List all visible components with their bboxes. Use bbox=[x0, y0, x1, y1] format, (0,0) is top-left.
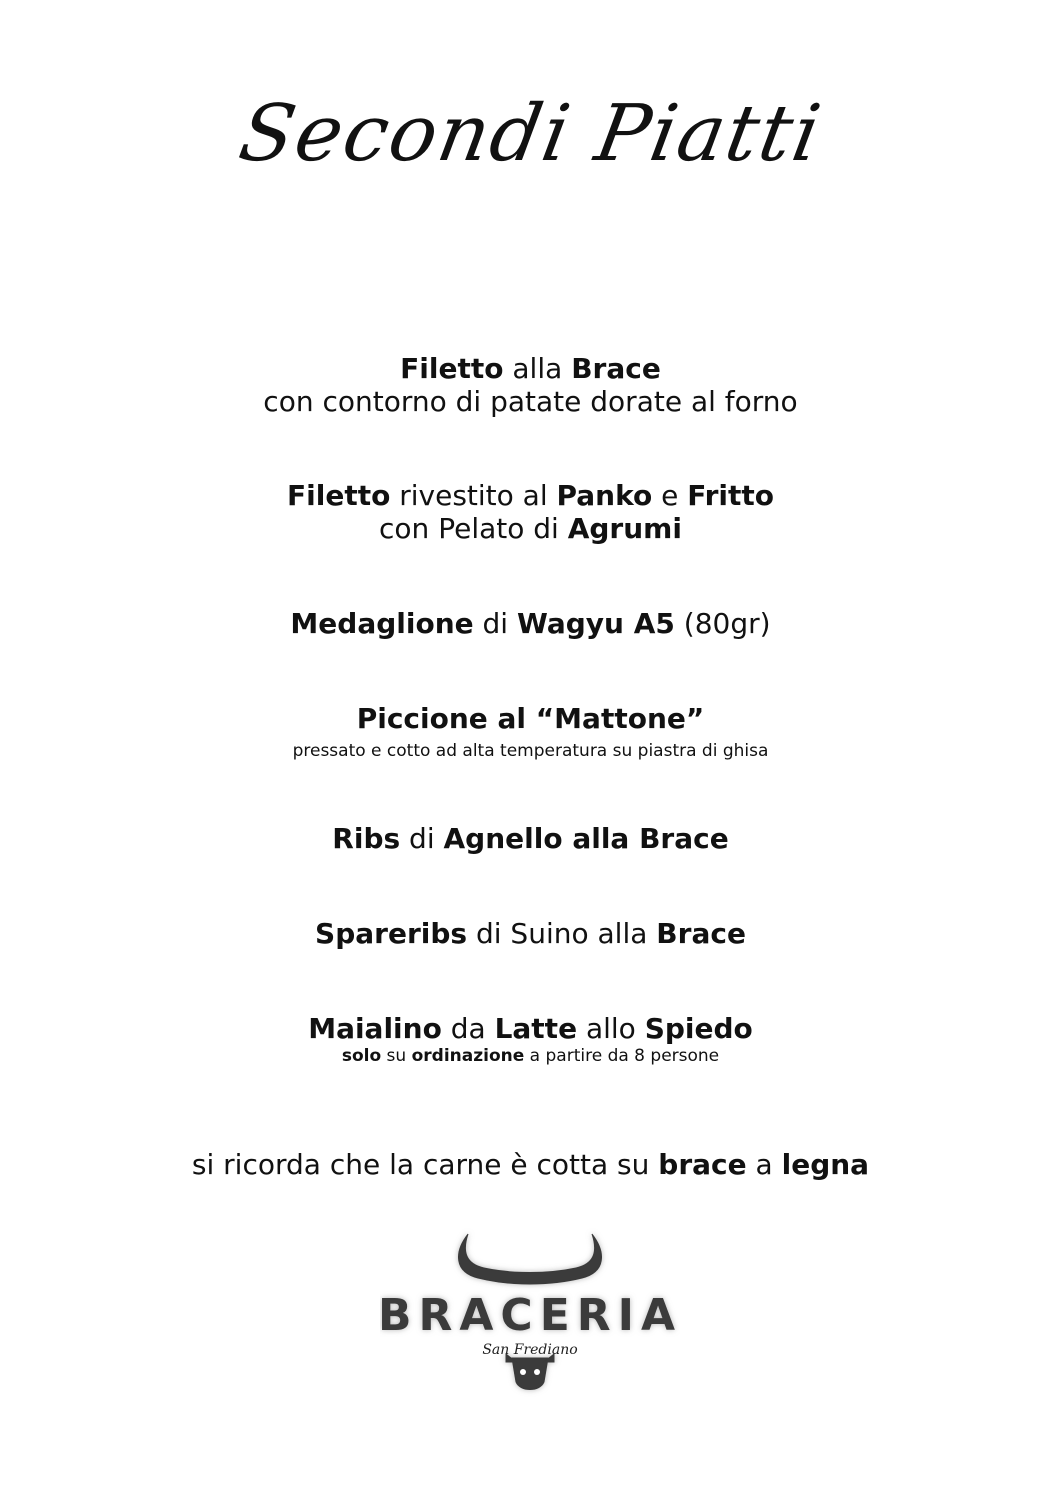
text: su bbox=[381, 1046, 412, 1066]
logo-script: San Frediano bbox=[482, 1342, 578, 1358]
text: allo bbox=[577, 1012, 645, 1045]
dish-note bbox=[0, 1045, 1061, 1067]
page-title: Secondi Piatti bbox=[232, 89, 829, 179]
text: rivestito al bbox=[390, 479, 557, 512]
menu-item bbox=[0, 607, 1061, 640]
braceria-logo bbox=[380, 1222, 680, 1402]
dish-name bbox=[0, 917, 1061, 950]
dish-name bbox=[0, 822, 1061, 855]
bold-text: Latte bbox=[494, 1012, 578, 1045]
bold-text: Wagyu A5 bbox=[516, 607, 675, 640]
bull-icon bbox=[380, 1222, 680, 1402]
text: con Pelato di bbox=[379, 512, 568, 545]
menu-item bbox=[0, 702, 1061, 762]
bold-text: Panko bbox=[556, 479, 653, 512]
bold-text: Piccione al “Mattone” bbox=[356, 702, 705, 735]
cooking-note bbox=[0, 1148, 1061, 1182]
text: da bbox=[441, 1012, 495, 1045]
bold-text: Medaglione bbox=[290, 607, 474, 640]
dish-description bbox=[0, 512, 1061, 545]
bold-text: Brace bbox=[571, 352, 661, 385]
dish-name bbox=[0, 702, 1061, 735]
menu-item bbox=[0, 917, 1061, 950]
dish-note bbox=[0, 740, 1061, 762]
text: pressato e cotto ad alta temperatura su piastra di ghisa bbox=[292, 741, 769, 761]
dish-name bbox=[0, 479, 1061, 512]
dish-name bbox=[0, 352, 1061, 385]
text: e bbox=[652, 479, 688, 512]
text: a partire da 8 persone bbox=[524, 1046, 720, 1066]
bold-text: Fritto bbox=[687, 479, 774, 512]
dish-name bbox=[0, 607, 1061, 640]
bold-text: legna bbox=[781, 1148, 870, 1181]
menu-item bbox=[0, 479, 1061, 545]
bold-text: ordinazione bbox=[411, 1046, 525, 1066]
bold-text: Agnello alla Brace bbox=[443, 822, 729, 855]
dish-name bbox=[0, 1012, 1061, 1045]
bold-text: solo bbox=[341, 1046, 382, 1066]
menu-item bbox=[0, 822, 1061, 855]
bold-text: Maialino bbox=[308, 1012, 442, 1045]
menu-item bbox=[0, 352, 1061, 418]
text: di bbox=[473, 607, 517, 640]
dish-description bbox=[0, 385, 1061, 418]
text: alla bbox=[503, 352, 572, 385]
text: con contorno di patate dorate al forno bbox=[263, 385, 798, 418]
bold-text: Spareribs bbox=[315, 917, 468, 950]
text: di Suino alla bbox=[467, 917, 657, 950]
text: (80gr) bbox=[674, 607, 771, 640]
bold-text: brace bbox=[658, 1148, 747, 1181]
bold-text: Filetto bbox=[400, 352, 504, 385]
menu-item bbox=[0, 1012, 1061, 1067]
logo-wordmark: BRACERIA bbox=[380, 1290, 680, 1341]
bold-text: Agrumi bbox=[567, 512, 682, 545]
bold-text: Spiedo bbox=[644, 1012, 753, 1045]
text: si ricorda che la carne è cotta su bbox=[191, 1148, 659, 1181]
bold-text: Filetto bbox=[287, 479, 391, 512]
text: di bbox=[400, 822, 444, 855]
text: a bbox=[746, 1148, 782, 1181]
bold-text: Brace bbox=[656, 917, 746, 950]
bold-text: Ribs bbox=[332, 822, 401, 855]
